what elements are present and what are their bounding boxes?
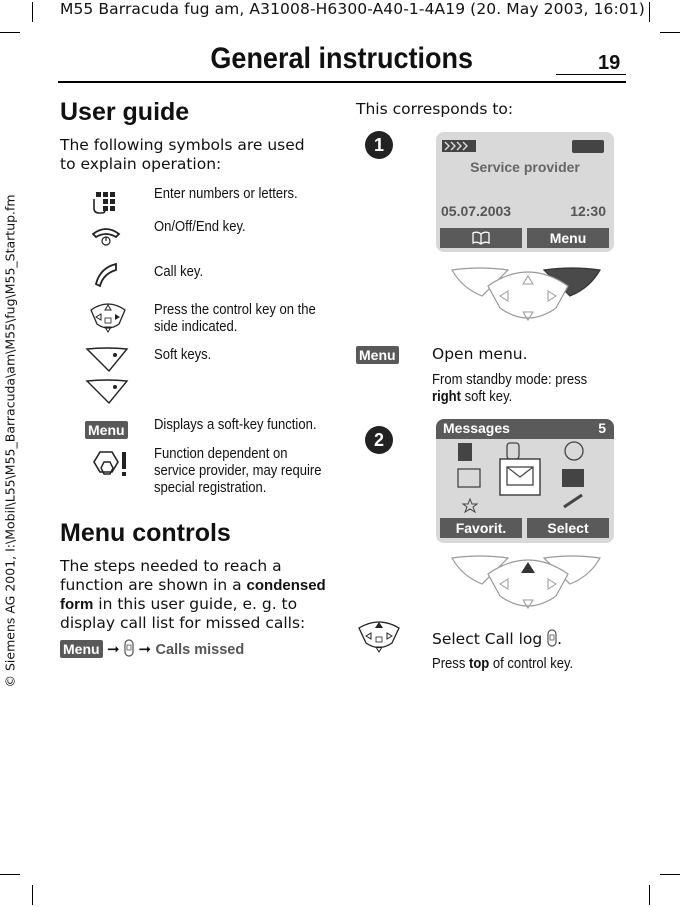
signal-strength-icon <box>442 139 476 153</box>
example-target: Calls missed <box>155 642 245 658</box>
call-key-icon <box>92 260 120 288</box>
title-rule <box>58 81 626 83</box>
symbol-text: Call key. <box>154 264 204 280</box>
menu-badge: Menu <box>85 421 128 439</box>
phone-keys-right-pressed <box>448 262 608 326</box>
battery-icon <box>572 140 604 153</box>
standby-screen <box>436 132 614 252</box>
symbol-text: Function dependent on service provider, may require special registration. <box>154 446 322 496</box>
control-key-top-icon <box>356 618 402 656</box>
step-1-note-text: From standby mode: press <box>432 372 588 388</box>
service-provider-label: Service provider <box>470 159 580 175</box>
menu-controls-text <box>60 557 328 633</box>
crop-mark <box>660 874 680 875</box>
crop-mark <box>660 32 680 33</box>
menu-title: Messages <box>443 420 510 436</box>
phone-keys-top-pressed <box>448 550 608 614</box>
step-2-action-text: Select Call log <box>432 630 543 648</box>
end-key-icon <box>90 224 122 246</box>
symbol-text: Soft keys. <box>154 347 212 363</box>
crop-mark <box>32 885 33 905</box>
step-2-note-text: Press <box>432 656 469 672</box>
left-softkey-favorit[interactable]: Favorit. <box>440 518 522 538</box>
page-title: General instructions <box>210 42 473 75</box>
symbol-text: On/Off/End key. <box>154 219 246 235</box>
step-2-note <box>432 656 612 673</box>
step-2-action: Select Call log . <box>432 630 563 648</box>
phonebook-icon <box>472 231 490 245</box>
step-2-note-text-2: of control key. <box>489 656 574 672</box>
step-1-note <box>432 372 612 406</box>
step-1-note-text-2: soft key. <box>460 389 513 405</box>
step-2-note-bold: top <box>468 656 490 672</box>
right-softkey-menu[interactable]: Menu <box>527 228 609 248</box>
menu-badge: Menu <box>60 640 103 658</box>
keypad-icon <box>92 190 120 216</box>
condensed-form-bold: condensed form <box>60 577 326 613</box>
menu-icon-grid <box>454 441 594 521</box>
example-path <box>60 639 244 659</box>
menu-count: 5 <box>598 420 606 436</box>
symbol-text: Press the control key on the side indicated. <box>154 302 316 335</box>
right-softkey-select[interactable]: Select <box>527 518 609 538</box>
symbol-text: Enter numbers or letters. <box>154 186 298 202</box>
running-head: M55 Barracuda fug am, A31008-H6300-A40-1-4A19 (20. May 2003, 16:01) <box>60 0 645 18</box>
time-label: 12:30 <box>570 203 606 219</box>
control-key-small-icon <box>124 639 134 657</box>
menu-badge: Menu <box>356 346 399 364</box>
crop-mark <box>0 874 20 875</box>
arrow-icon: ➞ <box>138 641 152 658</box>
corresponds-text: This corresponds to: <box>356 100 514 118</box>
step-1-action: Open menu. <box>432 345 528 363</box>
crop-mark <box>32 2 33 22</box>
side-note: © Siemens AG 2001, I:\Mobil\L55\M55_Barracuda\am\M55\fug\M55_Startup.fm <box>2 194 18 688</box>
menu-controls-text-2: in this user guide, e. g. to display call list for missed calls: <box>60 595 306 632</box>
arrow-icon: ➞ <box>107 641 120 658</box>
crop-mark <box>649 2 650 22</box>
menu-controls-text-1: The steps needed to reach a function are shown in a <box>60 557 282 594</box>
crop-mark <box>0 32 20 33</box>
service-provider-icon <box>90 450 130 480</box>
left-softkey-phonebook[interactable] <box>440 228 522 248</box>
user-guide-heading: User guide <box>60 98 190 126</box>
step-1-note-bold: right <box>432 389 461 405</box>
crop-mark <box>649 885 650 905</box>
page-number-rule <box>556 74 626 75</box>
date-label: 05.07.2003 <box>441 203 512 219</box>
user-guide-intro: The following symbols are used to explain operation: <box>60 136 305 173</box>
control-key-small-icon <box>547 629 557 647</box>
symbol-text: Displays a soft-key function. <box>154 417 317 433</box>
page-number: 19 <box>598 52 621 74</box>
control-key-icon <box>88 300 128 336</box>
messages-menu-screen <box>436 419 614 543</box>
step-1-marker: 1 <box>365 131 393 159</box>
step-2-marker: 2 <box>365 426 393 454</box>
soft-keys-icon <box>85 345 129 407</box>
menu-controls-heading: Menu controls <box>60 519 231 547</box>
